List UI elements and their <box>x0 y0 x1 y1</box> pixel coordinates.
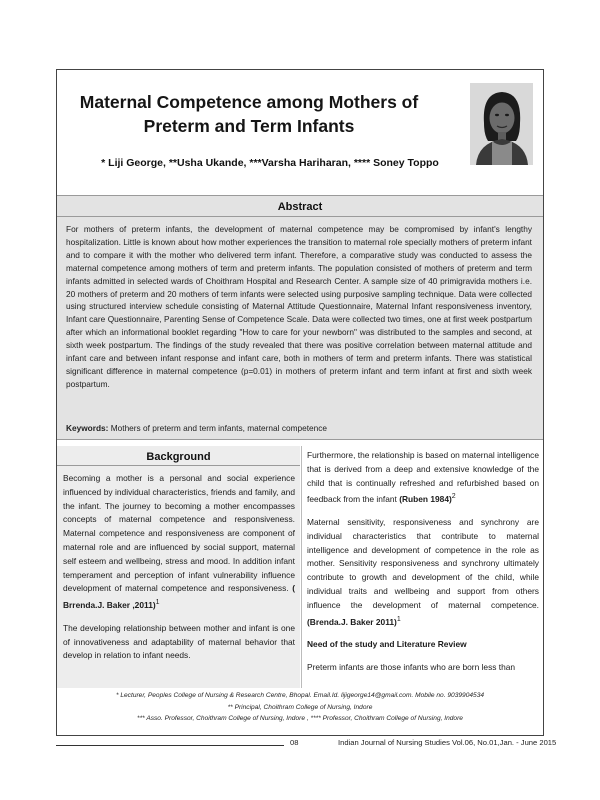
author-footnotes <box>57 690 543 725</box>
abstract-divider <box>57 216 543 217</box>
page-number: 08 <box>290 738 299 747</box>
background-body-right <box>307 449 539 684</box>
need-paragraph-1 <box>307 661 539 675</box>
journal-citation: Indian Journal of Nursing Studies Vol.06, No.01,Jan. - June 2015 <box>338 738 557 747</box>
background-body-left <box>63 472 295 672</box>
paragraph-text: Preterm infants are those infants who are born less than <box>307 661 516 672</box>
background-paragraph-4 <box>307 516 539 629</box>
need-of-study-heading: Need of the study and Literature Review <box>307 639 467 650</box>
footnote-2: ** Principal, Choithram College of Nursing, Indore <box>227 703 373 711</box>
article-title <box>64 90 434 138</box>
footer-rule <box>56 745 284 746</box>
footnote-3: *** Asso. Professor, Choithram College of Nursing, Indore , **** Professor, Choithram College of Nursing, Indore <box>137 715 463 722</box>
footnote-1: * Lecturer, Peoples College of Nursing & Research Centre, Bhopal. Email.Id. lijigeorge14@gmail.com. Mobile no. 9039904534 <box>115 692 485 699</box>
abstract-heading: Abstract <box>277 201 323 213</box>
paragraph-text: Becoming a mother is a personal and social experience influenced by individual characteristics, friends and family, and the infant. The journey to becoming a mother encompasses concepts of maternal competence and responsiveness. Maternal competence and responsiveness are component of maternal role and are influenced by social support, maternal self esteem and wellbeing, stress and mood. In addition infant temperament and perception of infant vulnerability influence development of maternal competence and responsiveness. <box>63 473 295 594</box>
keywords-line <box>66 423 532 433</box>
author-portrait-image <box>470 83 533 165</box>
author-photo <box>470 83 533 165</box>
background-column <box>57 446 300 688</box>
title-line-2: Preterm and Term Infants <box>143 116 355 136</box>
citation-ref: 1 <box>396 615 401 623</box>
abstract-text: For mothers of preterm infants, the development of maternal competence may be compromised by infant's lengthy hospitalization. Little is known about how mother experiences the transition to maternal role specially mothers of preterm infant and to compare it with the mother who delivered term infant. Therefore, a comparative study was conducted to assess the maternal competence among mothers of term and preterm infants. The population consisted of mothers of preterm and term infants admitted in selected wards of Choithram Hospital and Research Center. A sample size of 40 primigravida mothers i.e. 20 mothers of preterm and 20 mothers of term infants were selected using purposive sampling technique. Data were collected using structured interview schedule consisting of Maternal Attitude Questionnaire, Maternal Infant responsiveness inventory, Infant care Questionnaire, Parenting Sense of Competence Scale. Data were collected two times, one at first week postpartum after which an informational booklet regarding "How to care for your newborn" was distributed to the samples and second, at sixth week postpartum. The findings of the study revealed that there was positive correlation between maternal attitude and infant care and between infant response and infant care, both in mothers of term and preterm infants. There was statistical significant difference in maternal competence (p=0.01) in mothers of preterm infant and term infant at first and sixth week postpartum. <box>66 224 532 389</box>
abstract-section <box>57 195 543 440</box>
paragraph-text: Maternal sensitivity, responsiveness and synchrony are individual characteristics that contribute to maternal intelligence and development of competence in the role as mother. Sensitivity responsiveness and synchrony ultimately contribute to growth and development of the child, while individual traits and wellbeing and support from others influence the development of maternal competence. <box>307 516 539 610</box>
author-list: * Liji George, **Usha Ukande, ***Varsha Hariharan, **** Soney Toppo <box>101 157 439 169</box>
right-column <box>304 446 543 688</box>
citation: (Ruben 1984) <box>399 494 452 505</box>
column-divider <box>301 446 302 688</box>
keywords-label: Keywords: <box>66 423 109 433</box>
paragraph-text: Furthermore, the relationship is based on maternal intelligence that is derived from a deep and extensive knowledge of the child that is continually refreshed and refurbished based on feedback from the infant <box>307 450 539 505</box>
background-heading: Background <box>146 451 211 463</box>
keywords-text: Mothers of preterm and term infants, maternal competence <box>110 423 328 433</box>
background-paragraph-1 <box>63 472 295 613</box>
background-paragraph-2 <box>63 622 295 663</box>
citation: (Brenda.J. Baker 2011) <box>307 616 397 627</box>
citation: ( Brrenda.J. Baker ,2011) <box>63 583 295 610</box>
paragraph-text: The developing relationship between mother and infant is one of innovativeness and adaptability of maternal behavior that develop in relation to infant needs. <box>63 622 295 661</box>
citation-ref: 1 <box>155 599 160 607</box>
background-paragraph-3 <box>307 449 539 507</box>
citation-ref: 2 <box>451 493 456 501</box>
title-line-1: Maternal Competence among Mothers of <box>79 92 419 112</box>
background-divider <box>57 465 300 466</box>
